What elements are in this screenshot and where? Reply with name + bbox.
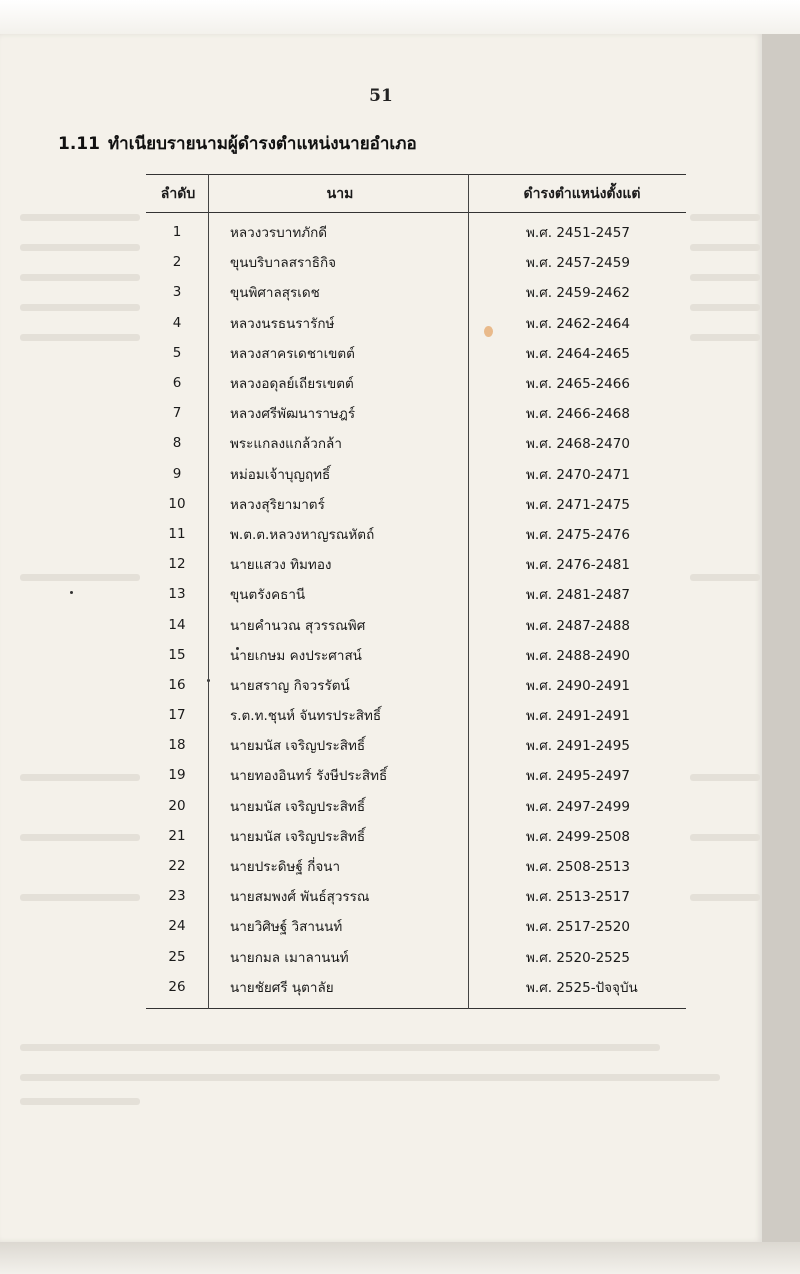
- table-bottom-rule: [146, 1008, 686, 1009]
- row-term: พ.ศ. 2476-2481: [526, 557, 630, 574]
- row-term: พ.ศ. 2462-2464: [526, 315, 630, 332]
- row-term: พ.ศ. 2465-2466: [526, 376, 630, 393]
- row-term: พ.ศ. 2490-2491: [526, 677, 630, 694]
- table-row: [146, 730, 686, 760]
- row-order: 26: [168, 978, 186, 995]
- row-term: พ.ศ. 2488-2490: [526, 647, 630, 664]
- row-order: 18: [168, 737, 186, 754]
- bleed-through: [20, 1098, 140, 1105]
- row-term: พ.ศ. 2471-2475: [526, 496, 630, 513]
- row-name: พระแกลงแกล้วกล้า: [230, 436, 342, 453]
- row-name: ร.ต.ท.ชุนห์ จันทรประสิทธิ์: [230, 708, 382, 725]
- table-row: [146, 791, 686, 821]
- bleed-through: [690, 304, 760, 311]
- row-order: 9: [172, 465, 182, 482]
- row-term: พ.ศ. 2457-2459: [526, 255, 630, 272]
- header-term: ดำรงตำแหน่งตั้งแต่: [523, 185, 641, 202]
- header-name: นาม: [326, 185, 354, 202]
- section-number: 1.11: [58, 134, 100, 154]
- section-heading: [58, 130, 417, 157]
- row-order: 25: [168, 948, 186, 965]
- bleed-through: [20, 834, 140, 841]
- table-row: [146, 368, 686, 398]
- row-order: 7: [172, 405, 182, 422]
- row-term: พ.ศ. 2525-ปัจจุบัน: [526, 979, 638, 996]
- bleed-through: [20, 244, 140, 251]
- table-row: [146, 277, 686, 307]
- row-name: นายแสวง ทิมทอง: [230, 557, 332, 574]
- row-name: ขุนตรังคธานี: [230, 587, 306, 604]
- row-term: พ.ศ. 2451-2457: [526, 225, 630, 242]
- row-term: พ.ศ. 2497-2499: [526, 798, 630, 815]
- row-name: นายชัยศรี นุตาลัย: [230, 979, 334, 996]
- officers-table: [146, 175, 686, 212]
- row-term: พ.ศ. 2495-2497: [526, 768, 630, 785]
- row-term: พ.ศ. 2464-2465: [526, 345, 630, 362]
- paper-speck: [70, 591, 73, 594]
- row-term: พ.ศ. 2481-2487: [526, 587, 630, 604]
- table-row: [146, 700, 686, 730]
- bleed-through: [20, 1044, 660, 1051]
- table-row: [146, 489, 686, 519]
- table-row: [146, 247, 686, 277]
- table-row: [146, 308, 686, 338]
- row-order: 2: [172, 254, 182, 271]
- bleed-through: [690, 244, 760, 251]
- district-officers-table: [146, 174, 686, 1009]
- row-order: 6: [172, 375, 182, 392]
- table-row: [146, 213, 686, 247]
- row-term: พ.ศ. 2466-2468: [526, 406, 630, 423]
- table-row: [146, 911, 686, 941]
- section-title: ทำเนียบรายนามผู้ดำรงตำแหน่งนายอำเภอ: [107, 134, 417, 154]
- row-name: ขุนพิศาลสุรเดช: [230, 285, 320, 302]
- row-order: 3: [172, 284, 182, 301]
- page-number: 51: [369, 86, 393, 106]
- row-order: 14: [168, 616, 186, 633]
- row-term: พ.ศ. 2487-2488: [526, 617, 630, 634]
- row-order: 21: [168, 827, 186, 844]
- row-name: นายมนัส เจริญประสิทธิ์: [230, 798, 366, 815]
- row-name: นายประดิษฐ์ กี่จนา: [230, 859, 341, 876]
- row-name: นายวิศิษฐ์ วิสานนท์: [230, 919, 343, 936]
- table-row: [146, 972, 686, 1008]
- row-name: นายสราญ กิจวรรัตน์: [230, 677, 350, 694]
- row-order: 11: [168, 525, 186, 542]
- row-order: 10: [168, 495, 186, 512]
- table-row: [146, 579, 686, 609]
- row-name: นายคำนวณ สุวรรณพิศ: [230, 617, 366, 634]
- row-order: 1: [172, 224, 182, 241]
- row-name: นายมนัส เจริญประสิทธิ์: [230, 738, 366, 755]
- bleed-through: [20, 1074, 720, 1081]
- row-name: หลวงสาครเดชาเขตต์: [230, 345, 355, 362]
- row-name: หลวงวรบาทภักดี: [230, 225, 328, 242]
- table-row: [146, 881, 686, 911]
- book-page: [0, 34, 762, 1242]
- bleed-through: [20, 274, 140, 281]
- bleed-through: [690, 574, 760, 581]
- row-term: พ.ศ. 2513-2517: [526, 889, 630, 906]
- row-term: พ.ศ. 2470-2471: [526, 466, 630, 483]
- row-name: นายสมพงศ์ พันธ์สุวรรณ: [230, 889, 370, 906]
- row-term: พ.ศ. 2459-2462: [526, 285, 630, 302]
- table-row: [146, 670, 686, 700]
- column-divider: [208, 174, 209, 1009]
- row-order: 15: [168, 646, 186, 663]
- row-name: หม่อมเจ้าบุญฤทธิ์: [230, 466, 331, 483]
- row-order: 13: [168, 586, 186, 603]
- row-order: 17: [168, 707, 186, 724]
- bleed-through: [20, 774, 140, 781]
- bleed-through: [690, 894, 760, 901]
- row-order: 16: [168, 676, 186, 693]
- table-header-row: [146, 175, 686, 212]
- bleed-through: [690, 334, 760, 341]
- bleed-through: [20, 334, 140, 341]
- header-order: ลำดับ: [160, 185, 196, 202]
- row-order: 20: [168, 797, 186, 814]
- row-term: พ.ศ. 2475-2476: [526, 526, 630, 543]
- bleed-through: [690, 774, 760, 781]
- table-row: [146, 549, 686, 579]
- table-row: [146, 609, 686, 639]
- row-order: 23: [168, 888, 186, 905]
- table-row: [146, 640, 686, 670]
- bleed-through: [690, 214, 760, 221]
- row-term: พ.ศ. 2517-2520: [526, 919, 630, 936]
- row-order: 22: [168, 858, 186, 875]
- row-name: นายกมล เมาลานนท์: [230, 949, 349, 966]
- bleed-through: [690, 834, 760, 841]
- row-term: พ.ศ. 2468-2470: [526, 436, 630, 453]
- row-order: 19: [168, 767, 186, 784]
- row-term: พ.ศ. 2491-2495: [526, 738, 630, 755]
- officers-table-body: [146, 213, 686, 1008]
- row-name: นายทองอินทร์ รังษีประสิทธิ์: [230, 768, 388, 785]
- row-order: 24: [168, 918, 186, 935]
- table-row: [146, 338, 686, 368]
- row-name: นายเกษม คงประศาสน์: [230, 647, 362, 664]
- table-row: [146, 821, 686, 851]
- row-name: หลวงนรธนรารักษ์: [230, 315, 335, 332]
- row-term: พ.ศ. 2508-2513: [526, 859, 630, 876]
- table-row: [146, 398, 686, 428]
- table-row: [146, 428, 686, 458]
- table-row: [146, 459, 686, 489]
- scan-border-top: [0, 0, 800, 34]
- column-divider: [468, 174, 469, 1009]
- row-term: พ.ศ. 2491-2491: [526, 708, 630, 725]
- row-term: พ.ศ. 2499-2508: [526, 828, 630, 845]
- row-term: พ.ศ. 2520-2525: [526, 949, 630, 966]
- bleed-through: [20, 304, 140, 311]
- row-order: 4: [172, 314, 182, 331]
- row-name: ขุนบริบาลสราธิกิจ: [230, 255, 337, 272]
- bleed-through: [20, 574, 140, 581]
- row-name: นายมนัส เจริญประสิทธิ์: [230, 828, 366, 845]
- scan-border-bottom: [0, 1242, 800, 1274]
- table-row: [146, 760, 686, 790]
- row-name: พ.ต.ต.หลวงหาญรณหัตถ์: [230, 526, 375, 543]
- row-name: หลวงอดุลย์เถียรเขตต์: [230, 376, 354, 393]
- row-order: 8: [172, 435, 182, 452]
- row-name: หลวงสุริยามาตร์: [230, 496, 325, 513]
- table-row: [146, 942, 686, 972]
- table-row: [146, 851, 686, 881]
- row-order: 12: [168, 556, 186, 573]
- row-order: 5: [172, 344, 182, 361]
- row-name: หลวงศรีพัฒนาราษฎร์: [230, 406, 356, 423]
- bleed-through: [690, 274, 760, 281]
- bleed-through: [20, 894, 140, 901]
- table-row: [146, 519, 686, 549]
- bleed-through: [20, 214, 140, 221]
